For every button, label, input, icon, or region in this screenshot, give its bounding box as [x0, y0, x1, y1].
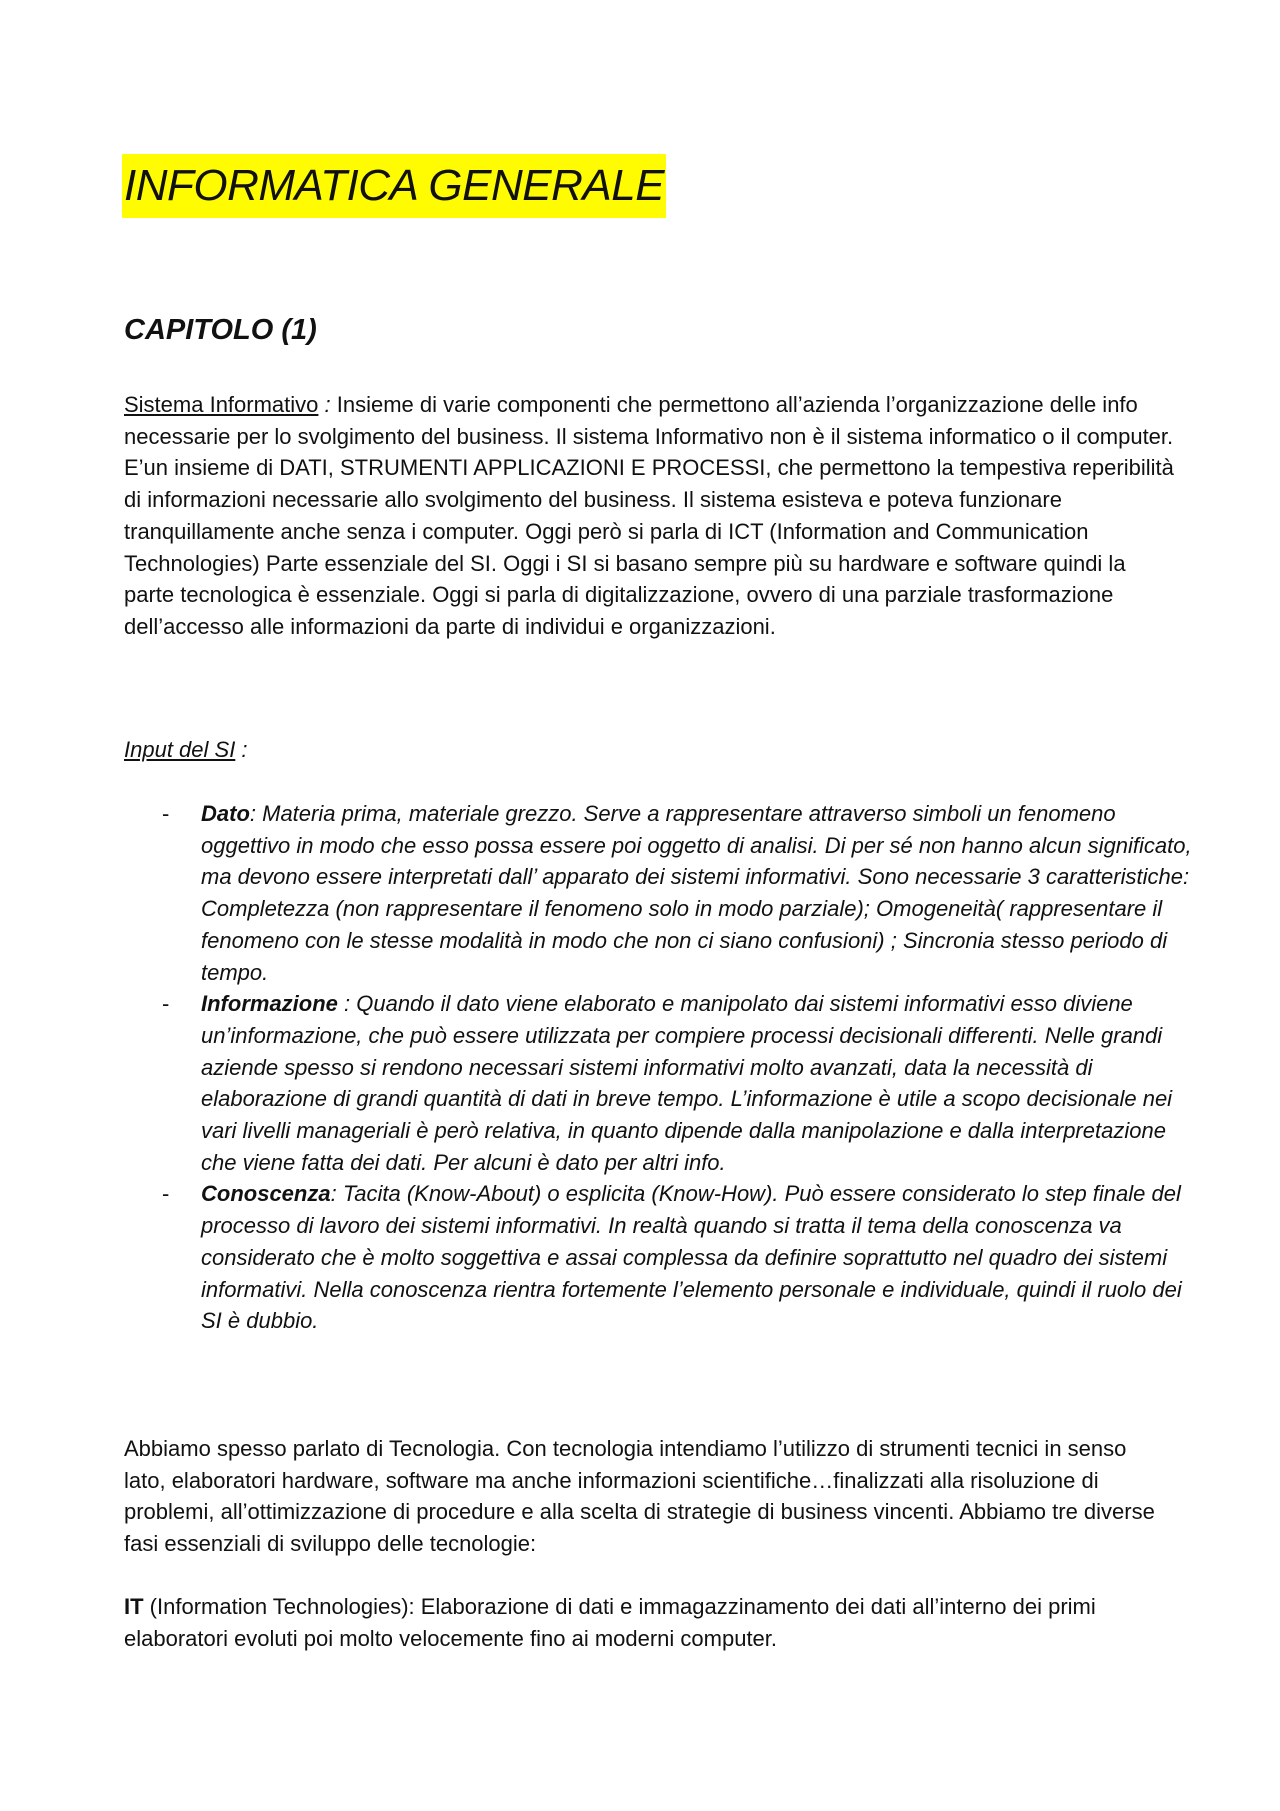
it-text: (Information Technologies): Elaborazione di dati e immagazzinamento dei dati all’interno dei primi elaboratori evoluti poi molto velocemente fino ai moderni computer. — [124, 1594, 1096, 1651]
list-item-text: : Quando il dato viene elaborato e manipolato dai sistemi informativi esso diviene un’informazione, che può essere utilizzata per compiere processi decisionali differenti. Nelle grandi aziende spesso si rendono necessari sistemi informativi molto avanzati, data la necessità di elaborazione di grandi quantità di dati in breve tempo. L’informazione è utile a scopo decisionale nei vari livelli manageriali è però relativa, in quanto dipende dalla manipolazione e dalla interpretazione che viene fatta dei dati. Per alcuni è dato per altri info. — [201, 991, 1173, 1175]
chapter-heading: CAPITOLO (1) — [124, 314, 317, 346]
list-item — [124, 798, 1194, 988]
sistema-informativo-term: Sistema Informativo — [124, 392, 319, 417]
list-bullet: - — [162, 1181, 170, 1207]
list-item-term: Informazione — [201, 991, 338, 1017]
list-item — [124, 988, 1194, 1178]
list-item — [124, 1178, 1194, 1337]
list-bullet: - — [162, 991, 170, 1017]
input-list — [124, 798, 1194, 1337]
document-title: INFORMATICA GENERALE — [122, 154, 666, 218]
sistema-informativo-separator: : — [318, 392, 331, 417]
it-term: IT — [124, 1594, 144, 1619]
list-item-text: : Materia prima, materiale grezzo. Serve a rappresentare attraverso simboli un fenomeno oggettivo in modo che esso possa essere poi oggetto di analisi. Di per sé non hanno alcun significato, ma devono essere interpretati dall’ apparato dei sistemi informativi. Sono necessarie 3 caratteristiche: Completezza (non rappresentare il fenomeno solo in modo parziale); Omogeneità( rappresentare il fenomeno con le stesse modalità in modo che non ci siano confusioni) ; Sincronia stesso periodo di tempo. — [201, 801, 1192, 985]
input-heading — [124, 734, 248, 766]
it-paragraph — [124, 1591, 1174, 1654]
sistema-informativo-paragraph — [124, 389, 1174, 643]
input-heading-term: Input del SI — [124, 737, 236, 762]
list-item-term: Conoscenza — [201, 1181, 331, 1207]
list-bullet: - — [162, 801, 170, 826]
tecnologia-paragraph: Abbiamo spesso parlato di Tecnologia. Con tecnologia intendiamo l’utilizzo di strumenti tecnici in senso lato, elaboratori hardware, software ma anche informazioni scientifiche…finalizzati alla risoluzione di problemi, all’ottimizzazione di procedure e alla scelta di strategie di business vincenti. Abbiamo tre diverse fasi essenziali di sviluppo delle tecnologie: — [124, 1436, 1155, 1557]
list-item-term: Dato — [201, 801, 250, 826]
sistema-informativo-text: Insieme di varie componenti che permettono all’azienda l’organizzazione delle info necessarie per lo svolgimento del business. Il sistema Informativo non è il sistema informatico o il computer. E’un insieme di DATI, STRUMENTI APPLICAZIONI E PROCESSI, che permettono la tempestiva reperibilità di informazioni necessarie allo svolgimento del business. Il sistema esisteva e poteva funzionare tranquillamente anche senza i computer. Oggi però si parla di ICT (Information and Communication Technologies) Parte essenziale del SI. Oggi i SI si basano sempre più su hardware e software quindi la parte tecnologica è essenziale. Oggi si parla di digitalizzazione, ovvero di una parziale trasformazione dell’accesso alle informazioni da parte di individui e organizzazioni. — [124, 392, 1174, 639]
list-item-text: : Tacita (Know-About) o esplicita (Know-How). Può essere considerato lo step finale del processo di lavoro dei sistemi informativi. In realtà quando si tratta il tema della conoscenza va considerato che è molto soggettiva e assai complessa da definire soprattutto nel quadro dei sistemi informativi. Nella conoscenza rientra fortemente l’elemento personale e individuale, quindi il ruolo dei SI è dubbio. — [201, 1181, 1182, 1334]
input-heading-separator: : — [235, 737, 248, 762]
